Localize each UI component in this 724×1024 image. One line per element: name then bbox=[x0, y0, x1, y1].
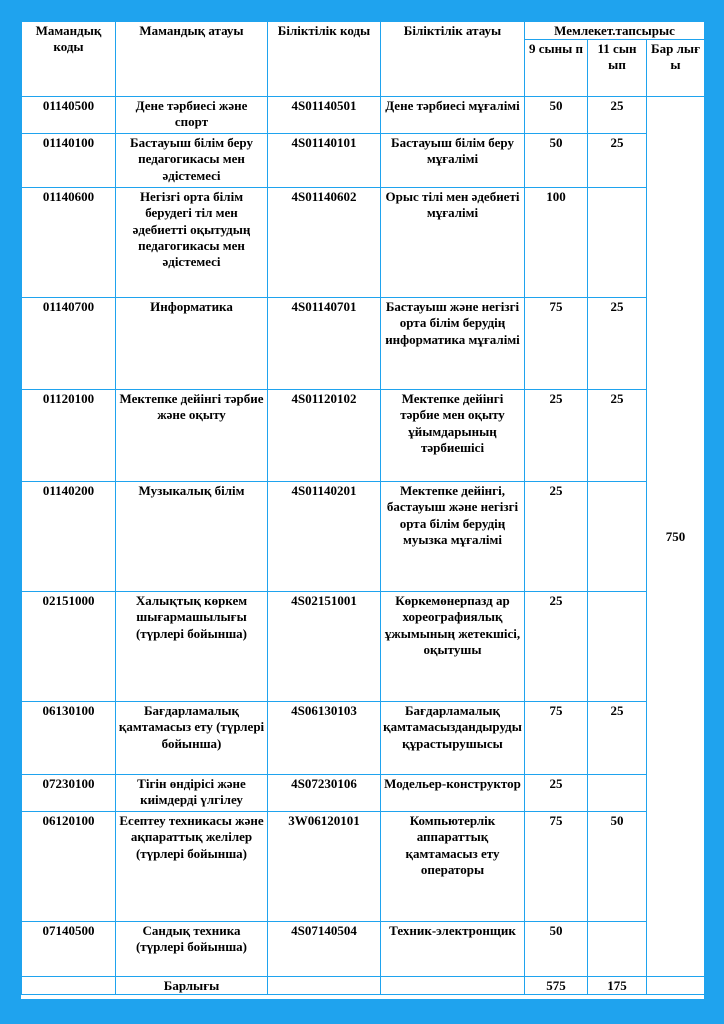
header-total: Бар лығ ы bbox=[647, 40, 705, 97]
grade-11-count bbox=[588, 188, 647, 298]
footer-grade-11-total: 175 bbox=[588, 977, 647, 995]
specialty-name: Бастауыш білім беру педагогикасы мен әдістемесі bbox=[116, 134, 268, 188]
header-specialty-code: Мамандық коды bbox=[22, 22, 116, 97]
qualification-name: Бағдарламалық қамтамасыздандыруды құрастырушысы bbox=[381, 702, 525, 775]
specialty-name: Халықтық көркем шығармашылығы (түрлері бойынша) bbox=[116, 592, 268, 702]
qualification-code: 4S01140501 bbox=[268, 97, 381, 134]
state-order-table bbox=[21, 21, 705, 995]
grade-11-count: 50 bbox=[588, 812, 647, 922]
specialty-code: 07230100 bbox=[22, 775, 116, 812]
specialty-code: 01120100 bbox=[22, 390, 116, 482]
specialty-code: 06120100 bbox=[22, 812, 116, 922]
specialty-name: Музыкалық білім bbox=[116, 482, 268, 592]
specialty-code: 01140600 bbox=[22, 188, 116, 298]
footer-empty bbox=[647, 977, 705, 995]
qualification-code: 4S07140504 bbox=[268, 922, 381, 977]
document-page bbox=[21, 21, 704, 999]
specialty-code: 07140500 bbox=[22, 922, 116, 977]
specialty-name: Дене тәрбиесі және спорт bbox=[116, 97, 268, 134]
specialty-code: 06130100 bbox=[22, 702, 116, 775]
specialty-code: 01140100 bbox=[22, 134, 116, 188]
grade-9-count: 100 bbox=[525, 188, 588, 298]
table-row bbox=[22, 702, 705, 775]
grade-9-count: 25 bbox=[525, 592, 588, 702]
qualification-name: Дене тәрбиесі мұғалімі bbox=[381, 97, 525, 134]
header-specialty-name: Мамандық атауы bbox=[116, 22, 268, 97]
specialty-name: Есептеу техникасы және ақпараттық желілер (түрлері бойынша) bbox=[116, 812, 268, 922]
grade-11-count: 25 bbox=[588, 702, 647, 775]
footer-row bbox=[22, 977, 705, 995]
grade-9-count: 25 bbox=[525, 390, 588, 482]
grade-11-count bbox=[588, 482, 647, 592]
qualification-name: Бастауыш білім беру мұғалімі bbox=[381, 134, 525, 188]
grade-9-count: 50 bbox=[525, 922, 588, 977]
qualification-name: Көркемөнерпазд ар хореографиялық ұжымының жетекшісі, оқытушы bbox=[381, 592, 525, 702]
specialty-code: 01140700 bbox=[22, 298, 116, 390]
grade-11-count bbox=[588, 775, 647, 812]
qualification-name: Орыс тілі мен әдебиеті мұғалімі bbox=[381, 188, 525, 298]
qualification-name: Компьютерлік аппараттық қамтамасыз ету операторы bbox=[381, 812, 525, 922]
grade-11-count bbox=[588, 922, 647, 977]
grade-9-count: 75 bbox=[525, 812, 588, 922]
qualification-code: 4S06130103 bbox=[268, 702, 381, 775]
footer-label: Барлығы bbox=[116, 977, 268, 995]
qualification-code: 4S07230106 bbox=[268, 775, 381, 812]
grade-9-count: 50 bbox=[525, 134, 588, 188]
specialty-name: Сандық техника (түрлері бойынша) bbox=[116, 922, 268, 977]
footer-empty bbox=[381, 977, 525, 995]
table-row bbox=[22, 390, 705, 482]
table-row bbox=[22, 298, 705, 390]
specialty-name: Информатика bbox=[116, 298, 268, 390]
grade-11-count: 25 bbox=[588, 97, 647, 134]
grade-9-count: 75 bbox=[525, 298, 588, 390]
qualification-name: Бастауыш және негізгі орта білім берудің информатика мұғалімі bbox=[381, 298, 525, 390]
specialty-name: Бағдарламалық қамтамасыз ету (түрлері бойынша) bbox=[116, 702, 268, 775]
specialty-code: 01140500 bbox=[22, 97, 116, 134]
qualification-name: Мектепке дейінгі, бастауыш және негізгі орта білім берудің муызка мұғалімі bbox=[381, 482, 525, 592]
footer-empty bbox=[268, 977, 381, 995]
qualification-code: 4S01140701 bbox=[268, 298, 381, 390]
qualification-code: 4S01140101 bbox=[268, 134, 381, 188]
qualification-code: 4S01140602 bbox=[268, 188, 381, 298]
header-qualification-code: Біліктілік коды bbox=[268, 22, 381, 97]
qualification-name: Мектепке дейінгі тәрбие мен оқыту ұйымдарының тәрбиешісі bbox=[381, 390, 525, 482]
specialty-code: 02151000 bbox=[22, 592, 116, 702]
header-grade-9: 9 сыны п bbox=[525, 40, 588, 97]
table-row bbox=[22, 97, 705, 134]
grade-11-count: 25 bbox=[588, 134, 647, 188]
specialty-name: Мектепке дейінгі тәрбие және оқыту bbox=[116, 390, 268, 482]
table-row bbox=[22, 188, 705, 298]
table-row bbox=[22, 482, 705, 592]
specialty-name: Негізгі орта білім берудегі тіл мен әдебиетті оқытудың педагогикасы мен әдістемесі bbox=[116, 188, 268, 298]
header-grade-11: 11 сын ып bbox=[588, 40, 647, 97]
header-state-order: Мемлекет.тапсырыс bbox=[525, 22, 705, 40]
qualification-code: 4S01120102 bbox=[268, 390, 381, 482]
table-row bbox=[22, 812, 705, 922]
grade-11-count: 25 bbox=[588, 298, 647, 390]
grade-9-count: 25 bbox=[525, 775, 588, 812]
qualification-code: 4S02151001 bbox=[268, 592, 381, 702]
table-row bbox=[22, 134, 705, 188]
grade-9-count: 75 bbox=[525, 702, 588, 775]
specialty-code: 01140200 bbox=[22, 482, 116, 592]
footer-grade-9-total: 575 bbox=[525, 977, 588, 995]
grade-9-count: 25 bbox=[525, 482, 588, 592]
grade-11-count: 25 bbox=[588, 390, 647, 482]
qualification-code: 4S01140201 bbox=[268, 482, 381, 592]
qualification-code: 3W06120101 bbox=[268, 812, 381, 922]
header-qualification-name: Біліктілік атауы bbox=[381, 22, 525, 97]
footer-empty bbox=[22, 977, 116, 995]
grade-9-count: 50 bbox=[525, 97, 588, 134]
qualification-name: Модельер-конструктор bbox=[381, 775, 525, 812]
table-row bbox=[22, 775, 705, 812]
table-row bbox=[22, 592, 705, 702]
specialty-name: Тігін өндірісі және киімдерді үлгілеу bbox=[116, 775, 268, 812]
table-row bbox=[22, 922, 705, 977]
grand-total-cell: 750 bbox=[647, 97, 705, 977]
header-row bbox=[22, 22, 705, 40]
grade-11-count bbox=[588, 592, 647, 702]
qualification-name: Техник-электронщик bbox=[381, 922, 525, 977]
